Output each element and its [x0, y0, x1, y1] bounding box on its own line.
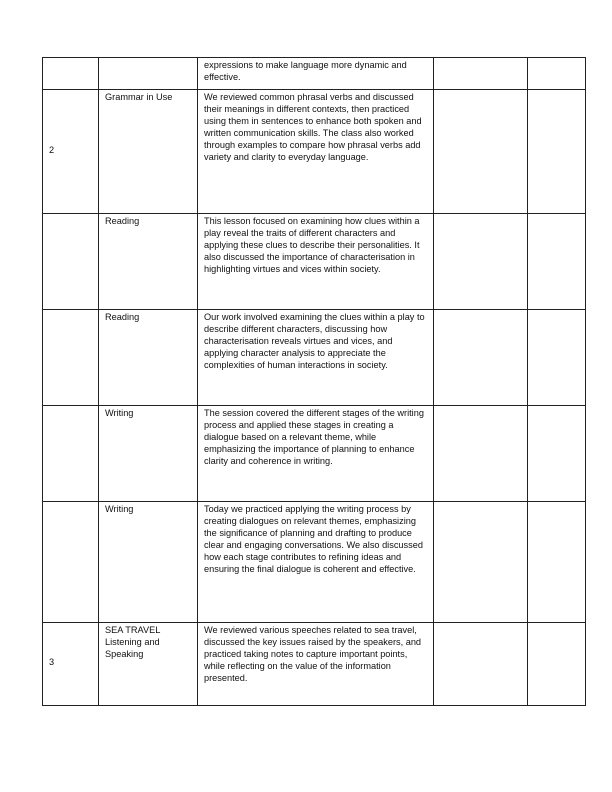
- summary-cell: The session covered the different stages of the writing process and applied these stages in creating a dialogue based on a relevant theme, while emphasizing the importance of planning to enhance clarity and coherence in writing.: [198, 406, 434, 502]
- topic-cell: [99, 502, 198, 623]
- notes-cell: [434, 406, 528, 502]
- topic-cell: [99, 310, 198, 406]
- week-cell: 3: [43, 623, 99, 706]
- summary-cell: expressions to make language more dynamic and effective.: [198, 58, 434, 90]
- summary-cell: We reviewed common phrasal verbs and discussed their meanings in different contexts, then practiced using them in sentences to enhance both spoken and written communication skills. The class also worked through examples to compare how phrasal verbs add variety and clarity to everyday language.: [198, 90, 434, 214]
- table-row: [43, 90, 586, 214]
- notes-cell: [434, 310, 528, 406]
- sign-cell: [528, 90, 586, 214]
- lesson-log-table: [42, 57, 586, 706]
- notes-cell: [434, 214, 528, 310]
- topic-cell: [99, 623, 198, 706]
- topic-label: Grammar in Use: [105, 92, 173, 102]
- table-row: [43, 58, 586, 90]
- table-row: [43, 310, 586, 406]
- sign-cell: [528, 406, 586, 502]
- sign-cell: [528, 58, 586, 90]
- week-cell: [43, 214, 99, 310]
- topic-label: Reading: [105, 216, 140, 226]
- table-row: [43, 406, 586, 502]
- summary-cell: Our work involved examining the clues within a play to describe different characters, discussing how characterisation reveals virtues and vices, and applying character analysis to appreciate the complexities of human interactions in society.: [198, 310, 434, 406]
- table-row: [43, 623, 586, 706]
- week-cell: [43, 310, 99, 406]
- topic-label: Writing: [105, 408, 134, 418]
- topic-cell: [99, 406, 198, 502]
- topic-cell: [99, 90, 198, 214]
- summary-cell: This lesson focused on examining how clues within a play reveal the traits of different characters and applying these clues to describe their personalities. It also discussed the importance of characterisation in highlighting virtues and vices within society.: [198, 214, 434, 310]
- table-row: [43, 214, 586, 310]
- sign-cell: [528, 502, 586, 623]
- topic-cell: [99, 58, 198, 90]
- topic-label: Writing: [105, 504, 134, 514]
- topic-label: Reading: [105, 312, 140, 322]
- summary-cell: Today we practiced applying the writing process by creating dialogues on relevant themes, emphasizing the significance of planning and drafting to produce clear and engaging conversations. We also discussed how each stage contributes to refining ideas and ensuring the final dialogue is coherent and effective.: [198, 502, 434, 623]
- notes-cell: [434, 502, 528, 623]
- week-cell: [43, 58, 99, 90]
- notes-cell: [434, 58, 528, 90]
- topic-label: Listening and: [105, 637, 160, 648]
- summary-cell: We reviewed various speeches related to sea travel, discussed the key issues raised by the speakers, and practiced taking notes to capture important points, while reflecting on the value of the information presented.: [198, 623, 434, 706]
- sign-cell: [528, 310, 586, 406]
- topic-cell: [99, 214, 198, 310]
- sign-cell: [528, 214, 586, 310]
- week-cell: [43, 406, 99, 502]
- table-row: [43, 502, 586, 623]
- topic-label: SEA TRAVEL: [105, 625, 161, 635]
- week-cell: 2: [43, 90, 99, 214]
- notes-cell: [434, 90, 528, 214]
- sign-cell: [528, 623, 586, 706]
- week-cell: [43, 502, 99, 623]
- notes-cell: [434, 623, 528, 706]
- topic-label: Speaking: [105, 649, 144, 660]
